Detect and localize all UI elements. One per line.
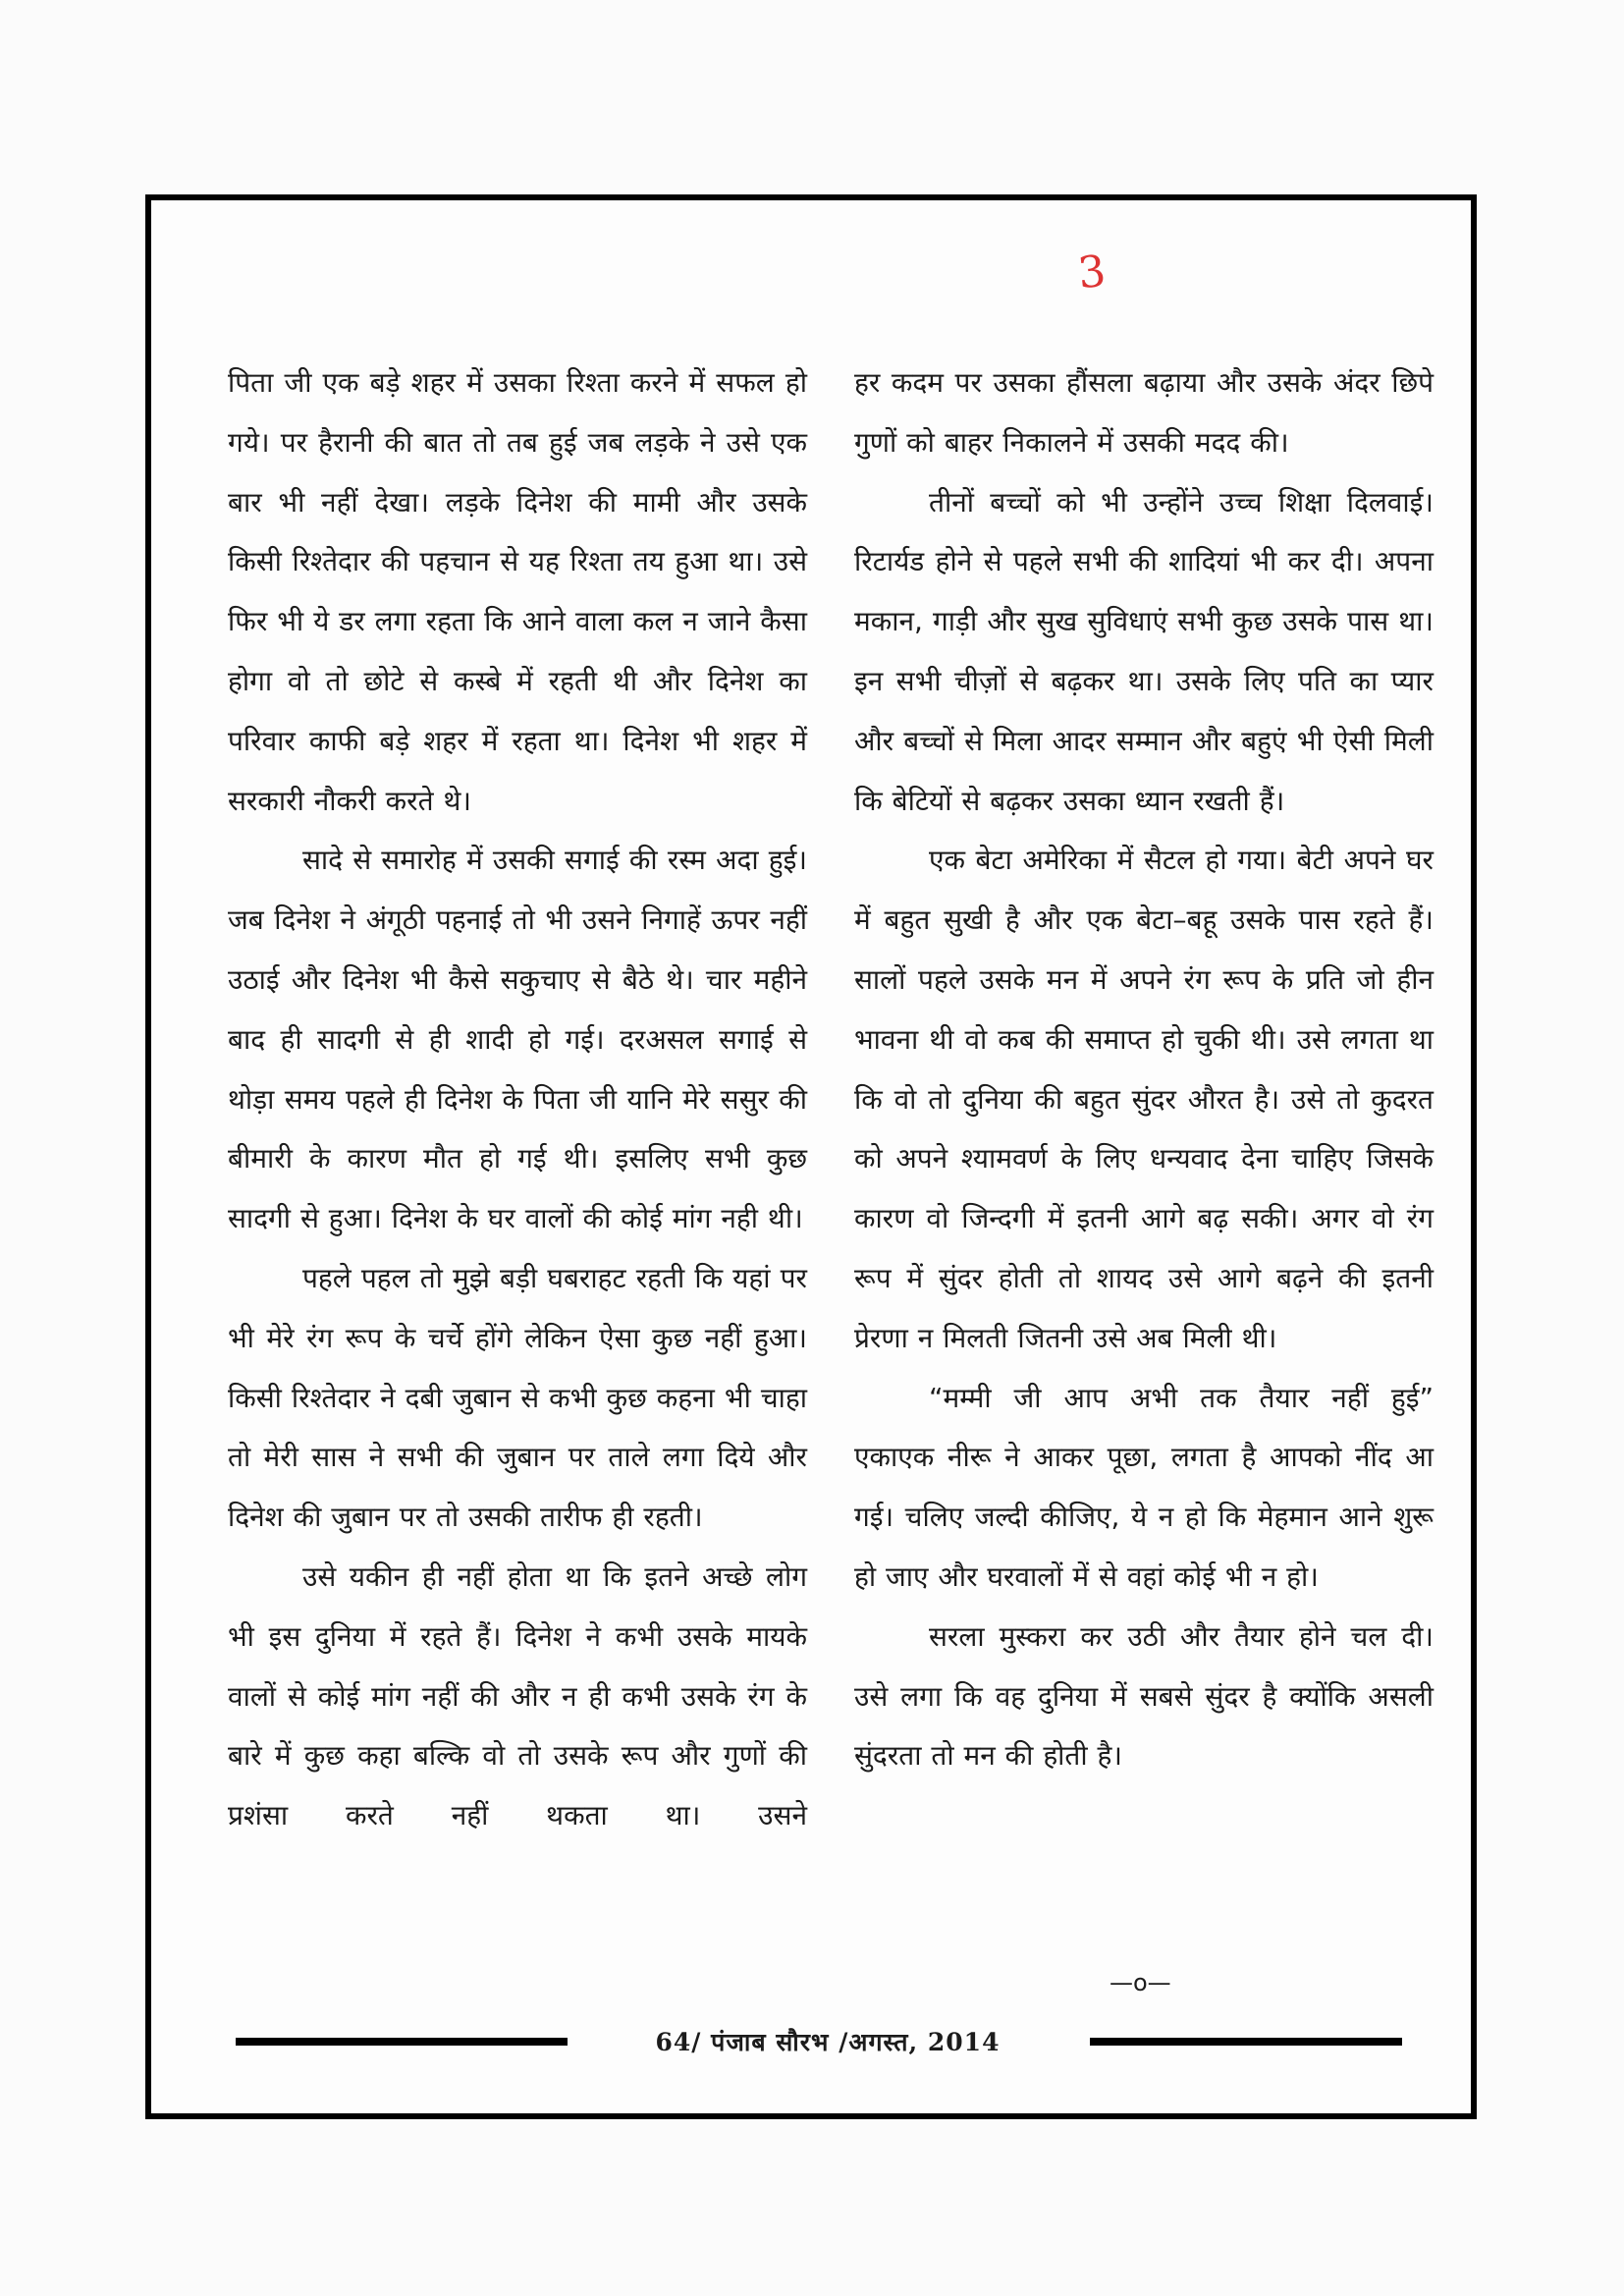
page-footer: 64/ पंजाब सौरभ /अगस्त, 2014 xyxy=(655,2028,1001,2056)
handwritten-page-number: 3 xyxy=(1075,246,1109,300)
paragraph: पहले पहल तो मुझे बड़ी घबराहट रहती कि यहां पर भी मेरे रंग रूप के चर्चे होंगे लेकिन ऐसा कुछ नहीं हुआ। किसी रिश्तेदार ने दबी जुबान से कभी कुछ कहना भी चाहा तो मेरी सास ने सभी की जुबान पर ताले लगा दिये और दिनेश की जुबान पर तो उसकी तारीफ ही रहती। xyxy=(228,1261,807,1534)
paragraph: पिता जी एक बड़े शहर में उसका रिश्ता करने में सफल हो गये। पर हैरानी की बात तो तब हुई जब लड़के ने उसे एक बार भी नहीं देखा। लड़के दिनेश की मामी और उसके किसी रिश्तेदार की पहचान से यह रिश्ता तय हुआ था। उसे फिर भी ये डर लगा रहता कि आने वाला कल न जाने कैसा होगा वो तो छोटे से कस्बे में रहती थी और दिनेश का परिवार काफी बड़े शहर में रहता था। दिनेश भी शहर में सरकारी नौकरी करते थे। xyxy=(228,366,807,817)
paragraph: हर कदम पर उसका हौंसला बढ़ाया और उसके अंदर छिपे गुणों को बाहर निकालने में उसकी मदद की। xyxy=(854,366,1434,459)
right-column xyxy=(854,354,1434,1786)
paragraph: “मम्मी जी आप अभी तक तैयार नहीं हुई” एकाएक नीरू ने आकर पूछा, लगता है आपको नींद आ गई। चलिए जल्दी कीजिए, ये न हो कि मेहमान आने शुरू हो जाए और घरवालों में से वहां कोई भी न हो। xyxy=(854,1381,1434,1593)
paragraph: सादे से समारोह में उसकी सगाई की रस्म अदा हुई। जब दिनेश ने अंगूठी पहनाई तो भी उसने निगाहें ऊपर नहीं उठाई और दिनेश भी कैसे सकुचाए से बैठे थे। चार महीने बाद ही सादगी से ही शादी हो गई। दरअसल सगाई से थोड़ा समय पहले ही दिनेश के पिता जी यानि मेरे ससुर की बीमारी के कारण मौत हो गई थी। इसलिए सभी कुछ सादगी से हुआ। दिनेश के घर वालों की कोई मांग नही थी। xyxy=(228,844,807,1235)
paragraph: एक बेटा अमेरिका में सैटल हो गया। बेटी अपने घर में बहुत सुखी है और एक बेटा–बहू उसके पास रहते हैं। सालों पहले उसके मन में अपने रंग रूप के प्रति जो हीन भावना थी वो कब की समाप्त हो चुकी थी। उसे लगता था कि वो तो दुनिया की बहुत सुंदर औरत है। उसे तो कुदरत को अपने श्यामवर्ण के लिए धन्यवाद देना चाहिए जिसके कारण वो जिन्दगी में इतनी आगे बढ़ सकी। अगर वो रंग रूप में सुंदर होती तो शायद उसे आगे बढ़ने की इतनी प्रेरणा न मिलती जितनी उसे अब मिली थी। xyxy=(854,844,1434,1354)
footer-rule-left xyxy=(236,2038,568,2046)
story-end-mark: —o— xyxy=(1110,1969,1171,1996)
left-column xyxy=(228,354,807,1846)
paragraph: उसे यकीन ही नहीं होता था कि इतने अच्छे लोग भी इस दुनिया में रहते हैं। दिनेश ने कभी उसके मायके वालों से कोई मांग नहीं की और न ही कभी उसके रंग के बारे में कुछ कहा बल्कि वो तो उसके रूप और गुणों की प्रशंसा करते नहीं थकता था। उसने xyxy=(228,1559,807,1832)
paragraph: सरला मुस्करा कर उठी और तैयार होने चल दी। उसे लगा कि वह दुनिया में सबसे सुंदर है क्योंकि असली सुंदरता तो मन की होती है। xyxy=(854,1619,1434,1773)
paragraph: तीनों बच्चों को भी उन्होंने उच्च शिक्षा दिलवाई। रिटार्यड होने से पहले सभी की शादियां भी कर दी। अपना मकान, गाड़ी और सुख सुविधाएं सभी कुछ उसके पास था। इन सभी चीज़ों से बढ़कर था। उसके लिए पति का प्यार और बच्चों से मिला आदर सम्मान और बहुएं भी ऐसी मिली कि बेटियों से बढ़कर उसका ध्यान रखती हैं। xyxy=(854,485,1434,817)
footer-rule-right xyxy=(1090,2038,1402,2046)
